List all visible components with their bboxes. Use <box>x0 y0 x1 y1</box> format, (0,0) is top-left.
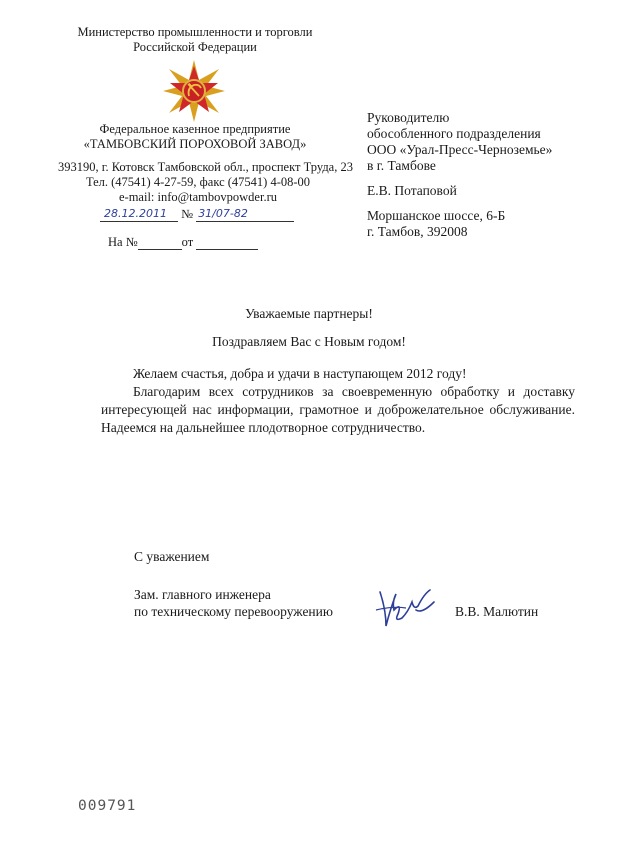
org-line-1: Федеральное казенное предприятие <box>99 122 291 136</box>
order-of-patriotic-war-icon <box>163 60 225 122</box>
reply-reference <box>108 235 258 250</box>
recipient-line: обособленного подразделения <box>367 126 541 141</box>
outgoing-date-field <box>100 208 178 222</box>
recipient-address-2: г. Тамбов, 392008 <box>367 224 468 239</box>
wish-paragraph: Желаем счастья, добра и удачи в наступающем 2012 году! <box>133 366 467 381</box>
outgoing-date: 28.12.2011 <box>104 207 167 220</box>
letter-body <box>101 365 575 437</box>
org-line-2: «ТАМБОВСКИЙ ПОРОХОВОЙ ЗАВОД» <box>83 137 307 151</box>
handwritten-signature <box>372 580 442 632</box>
new-year-greeting: Поздравляем Вас с Новым годом! <box>212 334 406 349</box>
signer-position-line-1: Зам. главного инженера <box>134 587 271 602</box>
outgoing-number-field <box>196 208 294 222</box>
recipient-line: в г. Тамбове <box>367 158 436 173</box>
signer-position-line-2: по техническому перевооружению <box>134 604 333 619</box>
outgoing-number: 31/07-82 <box>198 207 248 220</box>
reply-from-label: от <box>181 235 194 249</box>
outgoing-reference <box>100 207 294 222</box>
ministry-name <box>60 25 330 55</box>
closing-regards: С уважением <box>134 549 210 564</box>
recipient-block <box>367 110 552 240</box>
sender-contacts <box>58 160 353 205</box>
organization-name <box>60 122 330 152</box>
recipient-line: ООО «Урал-Пресс-Черноземье» <box>367 142 553 157</box>
signer-name: В.В. Малютин <box>455 604 539 619</box>
serial-number: 009791 <box>78 798 137 814</box>
reply-number-label: На № <box>108 235 138 249</box>
ministry-line-2: Российской Федерации <box>133 40 257 54</box>
outgoing-number-label: № <box>181 207 194 221</box>
thanks-paragraph: Благодарим всех сотрудников за своевременную обработку и доставку интересующей нас информации, грамотное и доброжелательное обслуживание. Надеемся на дальнейшее плодотворное сотрудничество. <box>101 384 575 435</box>
reply-number-blank <box>138 236 182 250</box>
salutation: Уважаемые партнеры! <box>245 306 373 321</box>
sender-phones: Тел. (47541) 4-27-59, факс (47541) 4-08-00 <box>85 175 311 189</box>
sender-email: e-mail: info@tambovpowder.ru <box>118 190 277 204</box>
recipient-line: Руководителю <box>367 110 450 125</box>
recipient-name: Е.В. Потаповой <box>367 183 457 198</box>
ministry-line-1: Министерство промышленности и торговли <box>77 25 313 39</box>
reply-date-blank <box>196 236 258 250</box>
sender-address: 393190, г. Котовск Тамбовской обл., проспект Труда, 23 <box>58 160 353 174</box>
signer-position <box>134 586 333 620</box>
recipient-address-1: Моршанское шоссе, 6-Б <box>367 208 506 223</box>
